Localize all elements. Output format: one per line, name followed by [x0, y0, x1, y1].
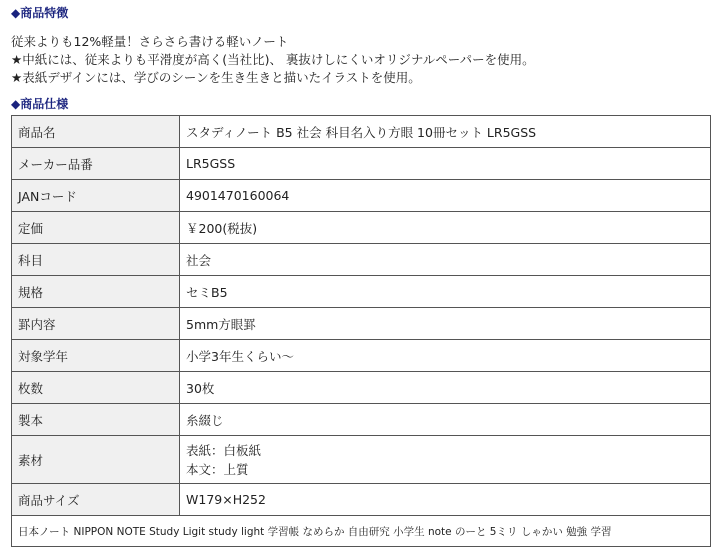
table-row [12, 484, 711, 516]
keywords-text: 日本ノート NIPPON NOTE Study Ligit study light 学習帳 なめらか 自由研究 小学生 note のーと 5ミリ しゃかい 勉強 学習 [12, 516, 711, 547]
spec-label: メーカー品番 [12, 148, 180, 180]
features-list [11, 33, 535, 87]
feature-line: ★中紙には、従来よりも平滑度が高く(当社比)、 裏抜けしにくいオリジナルペーパーを使用。 [11, 52, 535, 67]
table-row [12, 148, 711, 180]
spec-label: 罫内容 [12, 308, 180, 340]
spec-label: 枚数 [12, 372, 180, 404]
spec-value-line: 表紙：白板紙 [186, 442, 262, 458]
table-row [12, 308, 711, 340]
feature-line: ★表紙デザインには、学びのシーンを生き生きと描いたイラストを使用。 [11, 70, 421, 85]
table-row [12, 404, 711, 436]
table-row [12, 116, 711, 148]
table-row [12, 244, 711, 276]
spec-value: W179×H252 [180, 484, 711, 516]
spec-label: 科目 [12, 244, 180, 276]
table-row [12, 212, 711, 244]
spec-value: 4901470160064 [180, 180, 711, 212]
feature-line: 従来よりも12%軽量！さらさら書ける軽いノート [11, 34, 289, 49]
spec-value-line: 本文：上質 [186, 461, 249, 477]
spec-label: 商品サイズ [12, 484, 180, 516]
table-row [12, 276, 711, 308]
table-row [12, 340, 711, 372]
spec-value: スタディノート B5 社会 科目名入り方眼 10冊セット LR5GSS [180, 116, 711, 148]
spec-table [11, 115, 711, 547]
spec-value: ￥200(税抜) [180, 212, 711, 244]
spec-value: セミB5 [180, 276, 711, 308]
features-heading: ◆商品特徴 [11, 6, 69, 20]
spec-label: 製本 [12, 404, 180, 436]
spec-value [180, 436, 711, 484]
spec-value: 社会 [180, 244, 711, 276]
spec-value: 30枚 [180, 372, 711, 404]
table-row [12, 372, 711, 404]
keywords-row [12, 516, 711, 547]
specs-heading: ◆商品仕様 [11, 97, 69, 111]
spec-value: 5mm方眼罫 [180, 308, 711, 340]
spec-value: 小学3年生くらい～ [180, 340, 711, 372]
table-row [12, 180, 711, 212]
spec-value: 糸綴じ [180, 404, 711, 436]
spec-label: 商品名 [12, 116, 180, 148]
table-row [12, 436, 711, 484]
spec-value: LR5GSS [180, 148, 711, 180]
spec-label: 規格 [12, 276, 180, 308]
spec-label: 定価 [12, 212, 180, 244]
spec-label: 対象学年 [12, 340, 180, 372]
spec-label: JANコード [12, 180, 180, 212]
spec-label: 素材 [12, 436, 180, 484]
